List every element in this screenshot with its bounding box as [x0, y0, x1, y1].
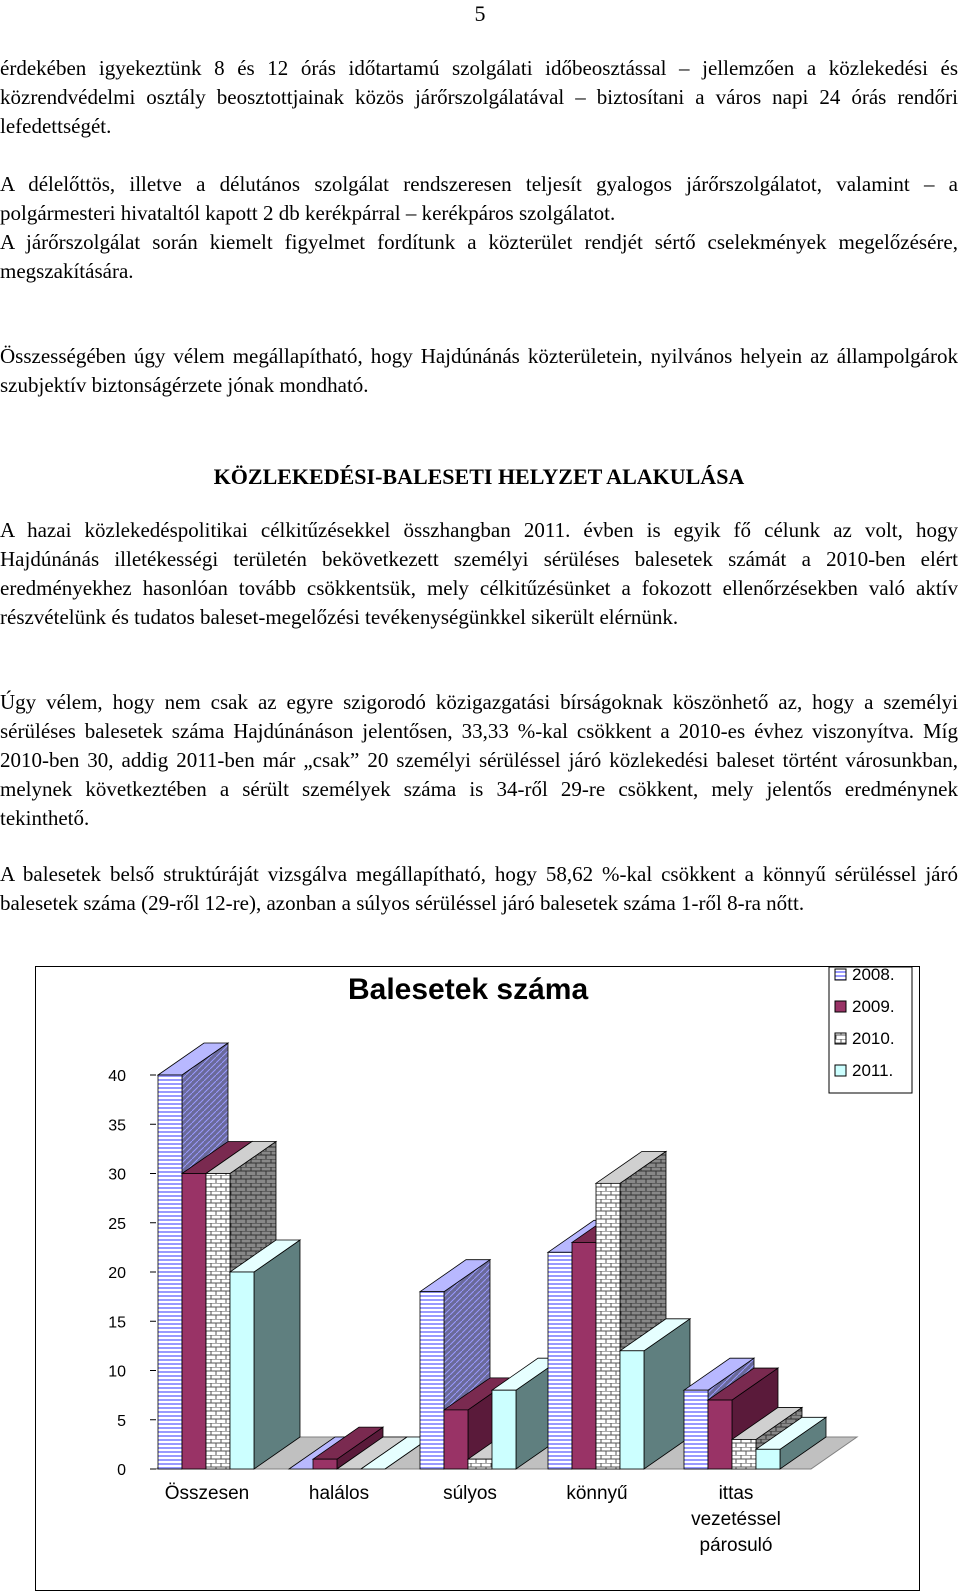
x-tick-label: halálos [308, 1483, 370, 1504]
x-tick-label: párosuló [699, 1535, 773, 1556]
bar-front [596, 1183, 620, 1469]
bar-front [182, 1174, 206, 1470]
paragraph-patrol: A délelőttös, illetve a délutános szolgálat rendszeresen teljesít gyalogos járőrszolgálatot, valamint – a polgármesteri hivataltól kapott 2 db kerékpárral – kerékpáros szolgálatot. [0, 172, 958, 225]
y-tick-label: 10 [108, 1363, 126, 1381]
paragraph-goals: A hazai közlekedéspolitikai célkitűzésekkel összhangban 2011. évben is egyik fő célunk az volt, hogy Hajdúnánás illetékességi területén bekövetkezett személyi sérüléses balesetek számát a 2010-ben elért eredményekhez hasonlóan tovább csökkentsük, mely célkitűzésünket a fokozott ellenőrzésekben való aktív részvételünk és tudatos baleset-megelőzési tevékenységünkkel sikerült elérnünk. [0, 518, 958, 629]
legend-swatch [835, 1001, 846, 1012]
bar-front [684, 1390, 708, 1469]
y-tick-label: 25 [108, 1215, 126, 1233]
x-tick-label: vezetéssel [691, 1509, 781, 1530]
section-heading: KÖZLEKEDÉSI-BALESETI HELYZET ALAKULÁSA [213, 464, 745, 489]
legend-label: 2008. [852, 967, 895, 984]
bar-front [444, 1410, 468, 1469]
y-tick-label: 15 [108, 1314, 126, 1332]
bar-front [158, 1075, 182, 1469]
legend-label: 2010. [852, 1029, 895, 1048]
paragraph-coverage: érdekében igyekeztünk 8 és 12 órás időtartamú szolgálati időbeosztással – jellemzően a közlekedési és közrendvédelmi osztály beosztottjainak közös járőrszolgálatával – biztosítani a város napi 24 órás rendőri lefedettségét. [0, 56, 958, 138]
bar-front [620, 1351, 644, 1469]
y-tick-label: 5 [117, 1412, 126, 1430]
legend-swatch [835, 1033, 846, 1044]
bar-front [548, 1252, 572, 1469]
y-tick-label: 20 [108, 1265, 126, 1282]
y-tick-label: 40 [108, 1068, 126, 1085]
bar-front [492, 1390, 516, 1469]
x-tick-label: Összesen [164, 1483, 250, 1504]
legend-label: 2009. [852, 997, 895, 1016]
y-tick-label: 35 [108, 1117, 126, 1135]
bar-front [420, 1292, 444, 1469]
x-tick-label: könnyű [566, 1483, 628, 1504]
paragraph-structure: A balesetek belső struktúráját vizsgálva megállapítható, hogy 58,62 %-kal csökkent a könnyű sérüléssel járó balesetek száma (29-ről 12-re), azonban a súlyos sérüléssel járó balesetek száma 1-ről 8-ra nőtt. [0, 862, 958, 915]
bar-front [206, 1174, 230, 1470]
bar-front [468, 1459, 492, 1469]
accident-chart [35, 966, 920, 1591]
paragraph-reduction: Úgy vélem, hogy nem csak az egyre szigorodó közigazgatási bírságoknak köszönhető az, hogy a személyi sérüléses balesetek száma Hajdúnánáson jelentősen, 33,33 %-kal csökkent a 2010-es évhez viszonyítva. Míg 2010-ben 30, addig 2011-ben már „csak” 20 személyi sérüléssel járó közlekedési baleset történt városunkban, melynek következtében a sérült személyek száma is 34-ről 29-re csökkent, mely jelentős eredménynek tekinthető. [0, 690, 958, 830]
chart-title: Balesetek száma [348, 973, 589, 1006]
bar-front [230, 1272, 254, 1469]
bar-side [254, 1240, 300, 1469]
bar [230, 1240, 300, 1469]
bar-front [756, 1449, 780, 1469]
bar-front [708, 1400, 732, 1469]
y-tick-label: 0 [117, 1462, 126, 1479]
bar-front [313, 1459, 337, 1469]
page-number: 5 [474, 1, 486, 26]
accident-chart-svg [36, 967, 919, 1590]
paragraph-summary: Összességében úgy vélem megállapítható, hogy Hajdúnánás közterületein, nyilvános helyein az állampolgárok szubjektív biztonságérzete jónak mondható. [0, 344, 958, 397]
legend-swatch [835, 1065, 846, 1076]
legend-label: 2011. [852, 1061, 894, 1080]
bar-front [572, 1242, 596, 1469]
y-tick-label: 30 [108, 1166, 126, 1184]
x-tick-label: súlyos [443, 1483, 497, 1504]
x-tick-label: ittas [718, 1483, 754, 1504]
bar-front [732, 1439, 756, 1469]
paragraph-focus: A járőrszolgálat során kiemelt figyelmet fordítunk a közterület rendjét sértő cselekmények megelőzésére, megszakítására. [0, 230, 958, 283]
legend-swatch [835, 969, 846, 980]
